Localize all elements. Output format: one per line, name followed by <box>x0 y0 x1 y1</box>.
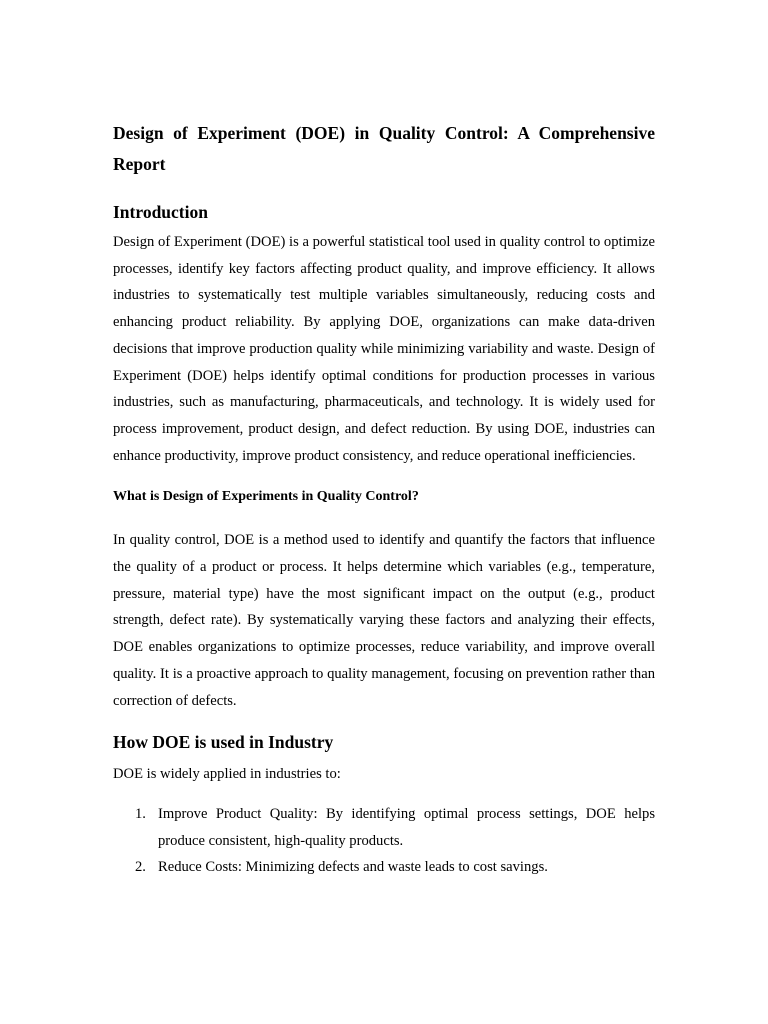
list-item <box>113 801 655 854</box>
what-is-doe-paragraph: In quality control, DOE is a method used to identify and quantify the factors that influence the quality of a product or process. It helps determine which variables (e.g., temperature, pressure, material type) have the most significant impact on the output (e.g., product strength, defect rate). By systematically varying these factors and analyzing their effects, DOE enables organizations to optimize processes, reduce variability, and improve overall quality. It is a proactive approach to quality management, focusing on prevention rather than correction of defects. <box>113 532 655 709</box>
introduction-paragraph: Design of Experiment (DOE) is a powerful statistical tool used in quality control to optimize processes, identify key factors affecting product quality, and improve efficiency. It allows industries to systematically test multiple variables simultaneously, reducing costs and enhancing product reliability. By applying DOE, organizations can make data-driven decisions that improve production quality while minimizing variability and waste. Design of Experiment (DOE) helps identify optimal conditions for production processes in various industries, such as manufacturing, pharmaceuticals, and technology. It is widely used for process improvement, product design, and defect reduction. By using DOE, industries can enhance productivity, improve product consistency, and reduce operational inefficiencies. <box>113 234 655 464</box>
list-item <box>113 854 655 881</box>
introduction-heading: Introduction <box>113 202 208 222</box>
document-page <box>113 118 655 881</box>
list-item-number: 1. <box>135 805 146 822</box>
document-title: Design of Experiment (DOE) in Quality Control: A Comprehensive Report <box>113 123 655 174</box>
industry-use-list <box>113 801 655 881</box>
industry-use-intro: DOE is widely applied in industries to: <box>113 766 341 783</box>
list-item-text: Reduce Costs: Minimizing defects and waste leads to cost savings. <box>158 859 548 876</box>
what-is-doe-heading: What is Design of Experiments in Quality Control? <box>113 489 419 505</box>
list-item-number: 2. <box>135 859 146 876</box>
industry-use-heading: How DOE is used in Industry <box>113 732 334 753</box>
list-item-text: Improve Product Quality: By identifying optimal process settings, DOE helps produce consistent, high-quality products. <box>158 805 655 849</box>
